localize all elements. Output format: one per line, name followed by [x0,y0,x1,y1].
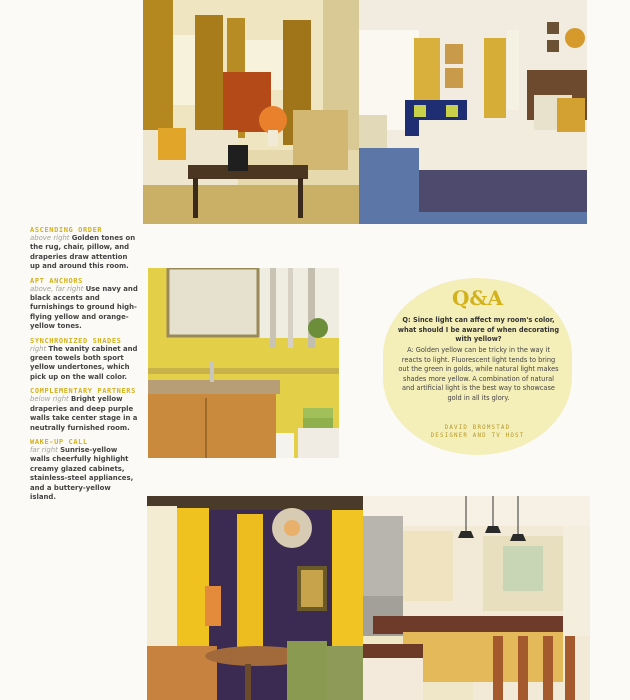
caption-apt-anchors [30,277,138,332]
qa-question: Q: Since light can affect my room's color, what should I be aware of when decorating with yellow? [397,316,560,344]
bedroom-photo [359,0,587,224]
qa-title: Q&A [452,286,503,310]
caption-text: The vanity cabinet and green towels both sport yellow undertones, which pick up on the wall color. [30,344,138,381]
caption-complementary-partners [30,387,138,433]
caption-location: right [30,344,47,353]
bathroom-photo [148,268,339,458]
qa-answer: A: Golden yellow can be tricky in the way it reacts to light. Fluorescent light tends to bring out the green in golds, while natural light makes shades more yellow. A combination of natural and artificial light is the best way to showcase gold in all its glory. [398,346,559,402]
caption-text: Golden tones on the rug, chair, pillow, and draperies draw attention up and around this room. [30,234,136,271]
caption-text: Use navy and black accents and furnishings to ground high-flying yellow and orange-yellow tones. [30,284,138,331]
kitchen-photo [363,496,590,700]
caption-heading: COMPLEMENTARY PARTNERS [30,387,136,396]
qa-box [383,278,572,455]
living-room-photo [143,0,359,224]
caption-heading: APT ANCHORS [30,276,83,285]
qa-signature [383,424,572,440]
caption-heading: SYNCHRONIZED SHADES [30,336,122,345]
dining-room-photo [147,496,363,700]
qa-signature-title: DESIGNER AND TV HOST [430,433,525,439]
caption-location: far right [30,445,58,454]
qa-signature-name: DAVID BROMSTAD [444,425,511,431]
caption-heading: ASCENDING ORDER [30,226,103,234]
caption-heading: WAKE-UP CALL [30,437,88,446]
captions-column [30,226,138,507]
caption-text: Bright yellow draperies and deep purple walls take center stage in a neutrally furnished room. [30,395,138,432]
caption-ascending-order [30,226,138,272]
caption-location: above right [30,234,70,242]
caption-location: above, far right [30,284,84,293]
caption-synchronized-shades [30,337,138,383]
caption-text: Sunrise-yellow walls cheerfully highlight creamy glazed cabinets, stainless-steel appliances, and a buttery-yellow island. [30,445,134,501]
caption-wake-up-call [30,438,138,502]
caption-location: below right [30,395,69,404]
